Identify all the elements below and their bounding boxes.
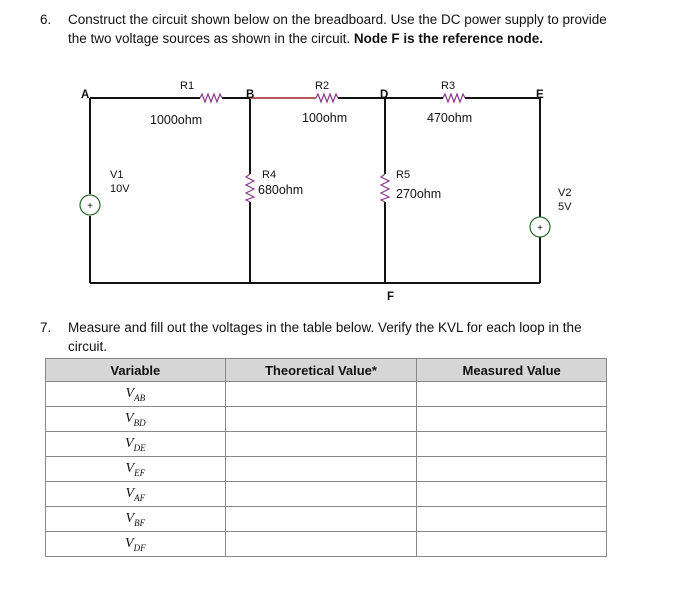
svg-text:+: + xyxy=(87,201,93,212)
variable-subscript: DF xyxy=(133,542,146,553)
voltage-source-v2-symbol xyxy=(530,217,550,237)
variable-subscript: BD xyxy=(133,417,146,428)
header-theoretical-value: Theoretical Value* xyxy=(225,359,417,382)
variable-symbol: V xyxy=(125,485,135,501)
r2-value: 100ohm xyxy=(302,111,348,125)
variable-symbol: V xyxy=(125,510,135,526)
variable-subscript: AB xyxy=(134,392,146,403)
svg-text:+: + xyxy=(537,223,543,234)
question-6-number: 6. xyxy=(40,12,52,27)
voltage-table xyxy=(45,358,607,557)
measured-value-cell[interactable] xyxy=(417,432,607,457)
node-label-f: F xyxy=(387,291,395,303)
resistor-r1-symbol xyxy=(200,94,222,102)
v1-value: 10V xyxy=(110,183,130,195)
table-row xyxy=(46,507,607,532)
r5-name: R5 xyxy=(396,169,411,181)
question-7-line-1: Measure and fill out the voltages in the table below. Verify the KVL for each loop in the xyxy=(68,320,582,335)
resistor-r5-symbol xyxy=(381,174,389,202)
theoretical-value-cell[interactable] xyxy=(225,482,417,507)
variable-cell xyxy=(46,432,226,457)
r3-value: 470ohm xyxy=(427,111,473,125)
theoretical-value-cell[interactable] xyxy=(225,407,417,432)
variable-cell xyxy=(46,382,226,407)
question-7-number: 7. xyxy=(40,320,52,335)
r4-value: 680ohm xyxy=(258,183,304,197)
question-7-text xyxy=(68,318,582,356)
r3-name: R3 xyxy=(441,80,456,92)
node-label-b: B xyxy=(246,89,255,101)
measured-value-cell[interactable] xyxy=(417,532,607,557)
r4-name: R4 xyxy=(262,169,277,181)
header-measured-value: Measured Value xyxy=(417,359,607,382)
table-row xyxy=(46,482,607,507)
variable-symbol: V xyxy=(125,535,134,551)
node-label-a: A xyxy=(81,89,90,101)
variable-symbol: V xyxy=(125,385,135,401)
measured-value-cell[interactable] xyxy=(417,507,607,532)
variable-subscript: AF xyxy=(134,492,146,503)
theoretical-value-cell[interactable] xyxy=(225,457,417,482)
variable-subscript: EF xyxy=(134,467,146,478)
r2-name: R2 xyxy=(315,80,330,92)
r5-value: 270ohm xyxy=(396,187,442,201)
table-row xyxy=(46,532,607,557)
v2-value: 5V xyxy=(558,201,572,213)
theoretical-value-cell[interactable] xyxy=(225,382,417,407)
question-7-line-2: circuit. xyxy=(68,339,108,354)
node-label-d: D xyxy=(380,89,389,101)
voltage-source-v1-symbol xyxy=(80,195,100,215)
measured-value-cell[interactable] xyxy=(417,407,607,432)
variable-symbol: V xyxy=(125,460,135,476)
table-header-row xyxy=(46,359,607,382)
question-6-line-1: Construct the circuit shown below on the breadboard. Use the DC power supply to provide xyxy=(68,12,607,27)
theoretical-value-cell[interactable] xyxy=(225,432,417,457)
variable-cell xyxy=(46,507,226,532)
measured-value-cell[interactable] xyxy=(417,382,607,407)
header-variable: Variable xyxy=(46,359,226,382)
measured-value-cell[interactable] xyxy=(417,457,607,482)
variable-cell xyxy=(46,407,226,432)
variable-symbol: V xyxy=(125,410,134,426)
v1-name: V1 xyxy=(110,169,124,181)
theoretical-value-cell[interactable] xyxy=(225,532,417,557)
theoretical-value-cell[interactable] xyxy=(225,507,417,532)
variable-subscript: BF xyxy=(134,517,146,528)
question-6-line-2-plain: the two voltage sources as shown in the circuit. xyxy=(68,31,354,46)
variable-symbol: V xyxy=(125,435,134,451)
table-row xyxy=(46,457,607,482)
resistor-r4-symbol xyxy=(246,174,254,202)
variable-subscript: DE xyxy=(133,442,146,453)
table-row xyxy=(46,432,607,457)
v2-name: V2 xyxy=(558,187,572,199)
r1-value: 1000ohm xyxy=(150,113,203,127)
variable-cell xyxy=(46,532,226,557)
reference-node-note: Node F is the reference node. xyxy=(353,31,543,46)
measured-value-cell[interactable] xyxy=(417,482,607,507)
r1-name: R1 xyxy=(180,80,195,92)
table-row xyxy=(46,407,607,432)
table-row xyxy=(46,382,607,407)
node-label-e: E xyxy=(536,89,544,101)
variable-cell xyxy=(46,457,226,482)
resistor-r3-symbol xyxy=(443,94,465,102)
variable-cell xyxy=(46,482,226,507)
resistor-r2-symbol xyxy=(316,94,338,102)
